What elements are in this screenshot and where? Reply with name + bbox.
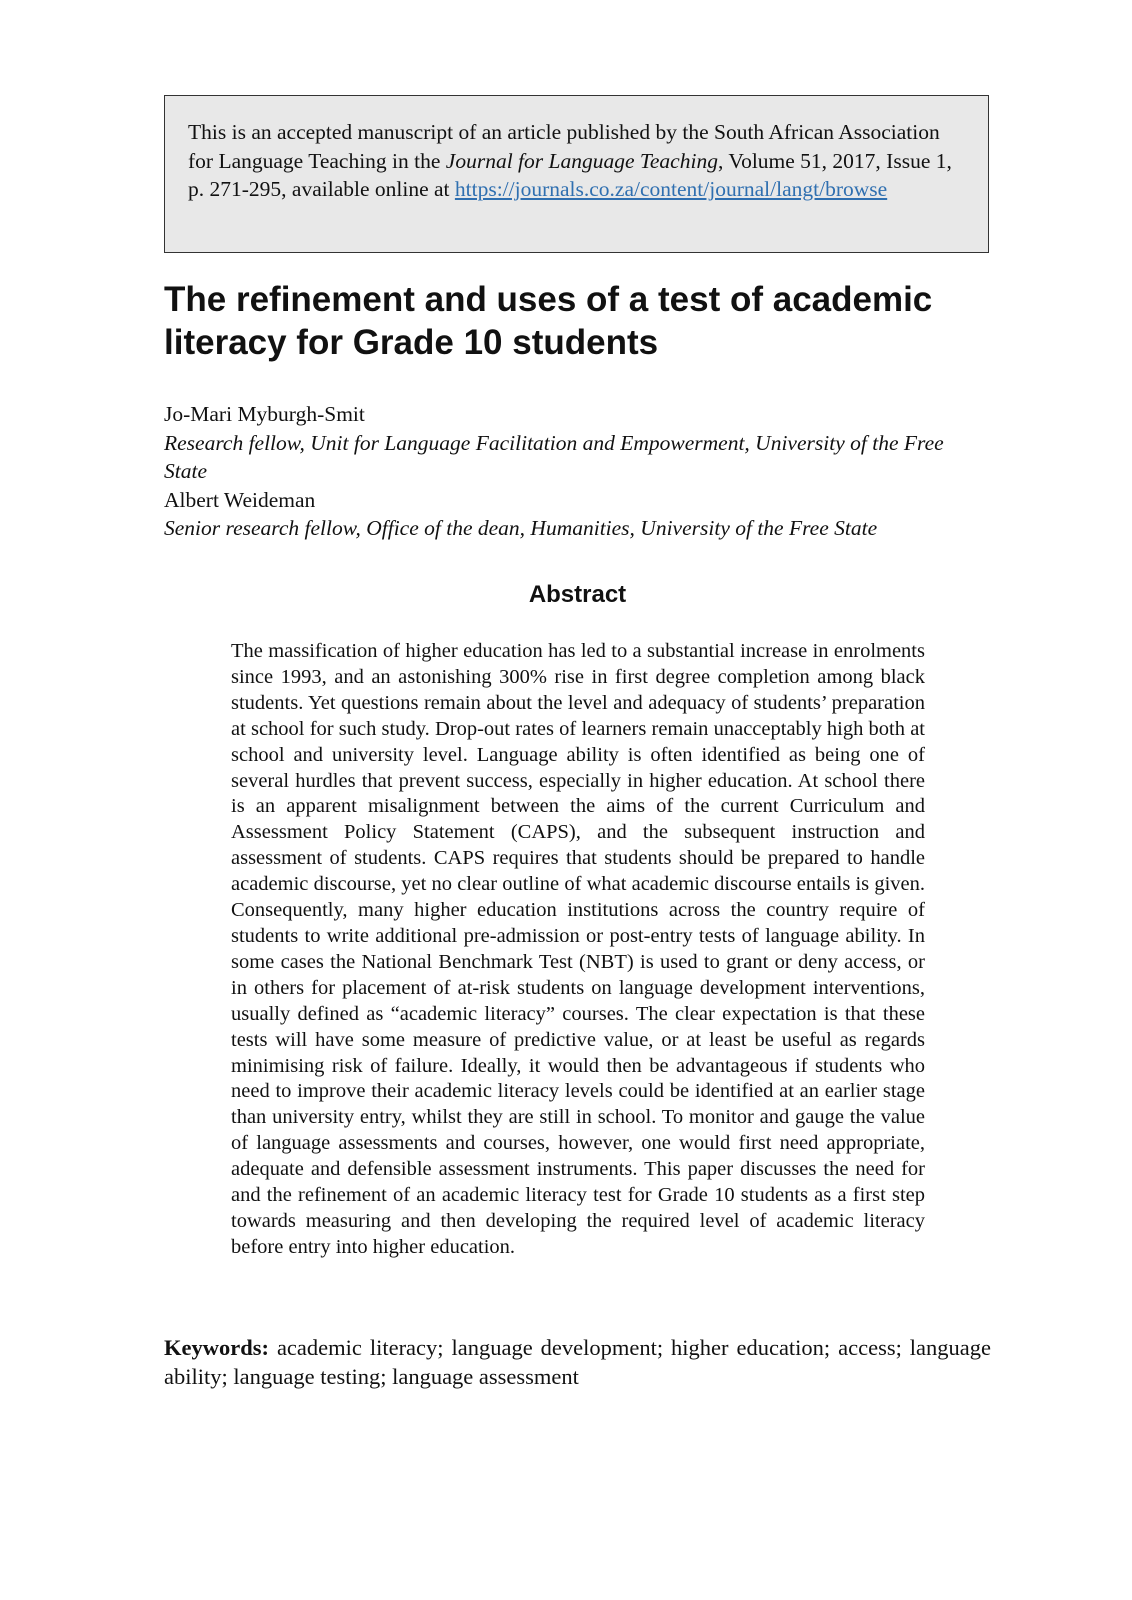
- keywords-line: [164, 1333, 991, 1391]
- author-affiliation-1: Research fellow, Unit for Language Facilitation and Empowerment, University of the Free State: [164, 430, 944, 483]
- notice-text-details: , Volume 51, 2017, Issue 1, p. 271-295, available online at: [188, 148, 952, 201]
- document-page: [164, 0, 991, 1600]
- author-name-1: Jo-Mari Myburgh-Smit: [164, 402, 365, 426]
- author-affiliation-2: Senior research fellow, Office of the dean, Humanities, University of the Free State: [164, 516, 878, 540]
- abstract-body: The massification of higher education has led to a substantial increase in enrolments since 1993, and an astonishing 300% rise in first degree completion among black students. Yet questions remain about the level and adequacy of students’ preparation at school for such study. Drop-out rates of learners remain unacceptably high both at school and university level. Language ability is often identified as being one of several hurdles that prevent success, especially in higher education. At school there is an apparent misalignment between the aims of the current Curriculum and Assessment Policy Statement (CAPS), and the subsequent instruction and assessment of students. CAPS requires that students should be prepared to handle academic discourse, yet no clear outline of what academic discourse entails is given. Consequently, many higher education institutions across the country require of students to write additional pre-admission or post-entry tests of language ability. In some cases the National Benchmark Test (NBT) is used to grant or deny access, or in others for placement of at-risk students on language development interventions, usually defined as “academic literacy” courses. The clear expectation is that these tests will have some measure of predictive value, or at least be useful as regards minimising risk of failure. Ideally, it would then be advantageous if students who need to improve their academic literacy levels could be identified at an earlier stage than university entry, whilst they are still in school. To monitor and gauge the value of language assessments and courses, however, one would first need appropriate, adequate and defensible assessment instruments. This paper discusses the need for and the refinement of an academic literacy test for Grade 10 students as a first step towards measuring and then developing the required level of academic literacy before entry into higher education.: [231, 640, 925, 1258]
- author-name-2: Albert Weideman: [164, 487, 316, 512]
- author-block: [164, 400, 991, 543]
- journal-browse-link[interactable]: https://journals.co.za/content/journal/langt/browse: [454, 177, 888, 201]
- notice-journal-name: Journal for Language Teaching: [445, 148, 718, 173]
- keywords-list: academic literacy; language development; higher education; access; language ability; language testing; language assessment: [164, 1335, 991, 1389]
- abstract-heading: Abstract: [528, 581, 627, 608]
- paper-title: The refinement and uses of a test of academic literacy for Grade 10 students: [164, 280, 933, 362]
- notice-text-intro: This is an accepted manuscript of an article published by the South African Association for Language Teaching in the: [188, 120, 940, 173]
- publication-notice-box: [164, 95, 989, 253]
- keywords-label: Keywords:: [164, 1335, 269, 1360]
